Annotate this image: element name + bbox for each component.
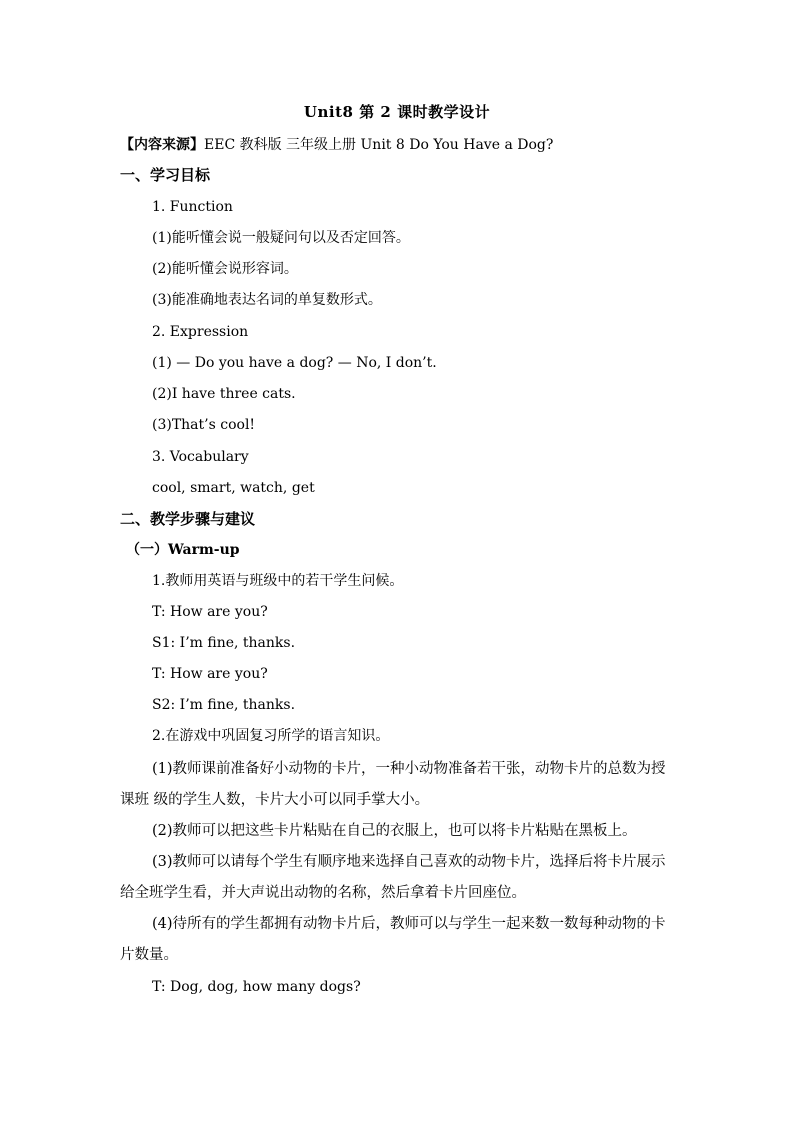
content-source-text: EEC 教科版 三年级上册 Unit 8 Do You Have a Dog? — [204, 137, 554, 153]
objective-item: 3. Vocabulary — [152, 449, 249, 465]
subsection-heading-warmup: （一）Warm-up — [126, 542, 240, 558]
objective-item: 1. Function — [152, 199, 233, 215]
objective-item: (1) — Do you have a dog? — No, I don’t. — [152, 355, 437, 371]
objective-item: (2)I have three cats. — [152, 386, 296, 402]
dialogue-line: T: How are you? — [152, 604, 268, 620]
step-paragraph: (3)教师可以请每个学生有顺序地来选择自己喜欢的动物卡片，选择后将卡片展示给全班学生看，并大声说出动物的名称，然后拿着卡片回座位。 — [120, 854, 666, 901]
objective-item: 2. Expression — [152, 324, 249, 340]
objective-item: (1)能听懂会说一般疑问句以及否定回答。 — [152, 230, 410, 246]
dialogue-line: T: How are you? — [152, 666, 268, 682]
dialogue-line: T: Dog, dog, how many dogs? — [152, 979, 361, 995]
objective-item: (3)能准确地表达名词的单复数形式。 — [152, 292, 382, 308]
document-title: Unit8 第 2 课时教学设计 — [303, 103, 491, 121]
content-source-label: 【内容来源】 — [120, 137, 204, 153]
step-item: 2.在游戏中巩固复习所学的语言知识。 — [152, 728, 390, 744]
step-item: 1.教师用英语与班级中的若干学生问候。 — [152, 573, 404, 589]
section-heading-objectives: 一、学习目标 — [120, 166, 211, 184]
content-source — [120, 135, 553, 155]
dialogue-line: S1: I’m fine, thanks. — [152, 635, 296, 651]
step-paragraph: (1)教师课前准备好小动物的卡片，一种小动物准备若干张，动物卡片的总数为授课班 级的学生人数，卡片大小可以同手掌大小。 — [120, 761, 666, 808]
dialogue-line: S2: I’m fine, thanks. — [152, 697, 296, 713]
step-paragraph: (4)待所有的学生都拥有动物卡片后，教师可以与学生一起来数一数每种动物的卡片数量。 — [120, 916, 666, 963]
objective-item: cool, smart, watch, get — [152, 480, 315, 496]
step-paragraph: (2)教师可以把这些卡片粘贴在自己的衣服上，也可以将卡片粘贴在黑板上。 — [152, 823, 637, 839]
objective-item: (3)That’s cool! — [152, 417, 256, 433]
objective-item: (2)能听懂会说形容词。 — [152, 261, 298, 277]
section-heading-steps: 二、教学步骤与建议 — [120, 510, 256, 528]
